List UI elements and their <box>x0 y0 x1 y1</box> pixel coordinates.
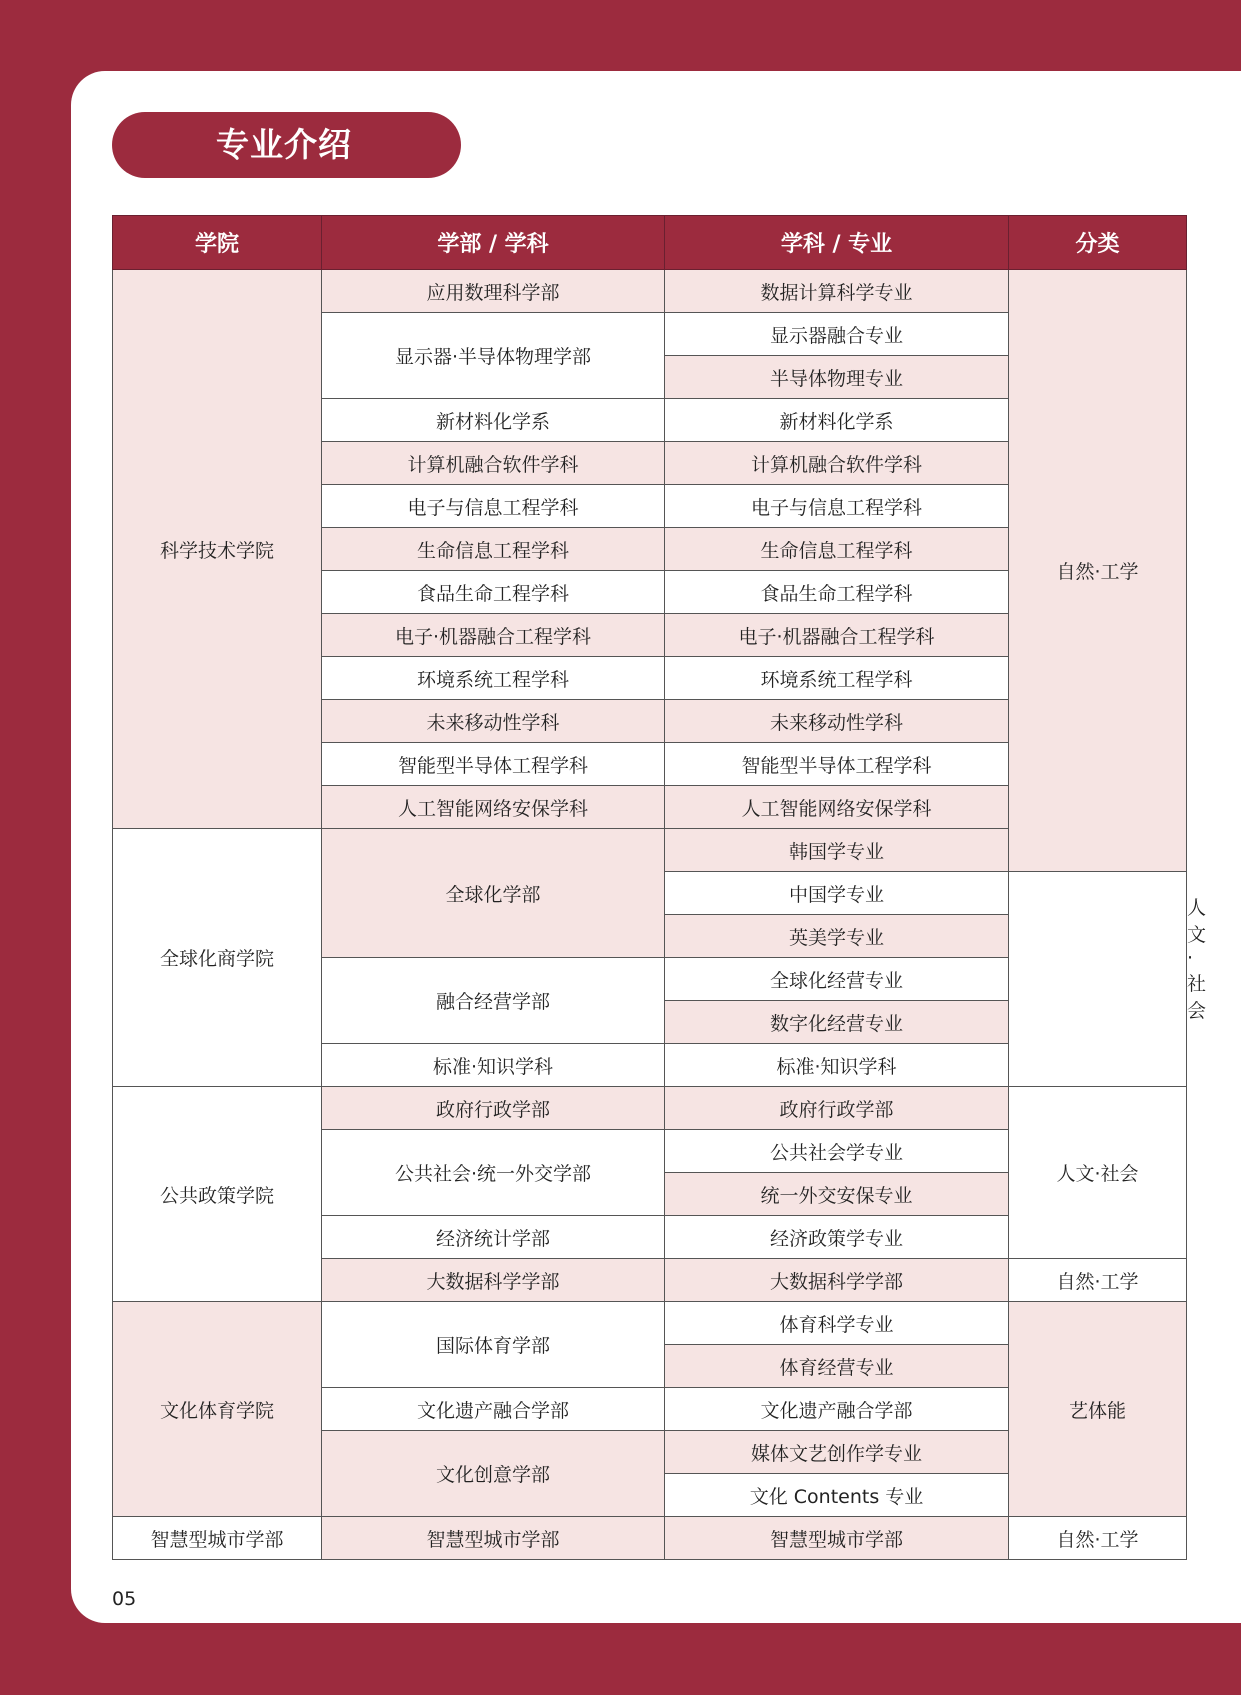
table-header-row <box>113 216 1187 270</box>
department-cell: 标准·知识学科 <box>322 1044 665 1087</box>
category-cell: 自然·工学 <box>1009 1517 1187 1560</box>
page-number: 05 <box>112 1588 137 1610</box>
department-cell: 文化创意学部 <box>322 1431 665 1517</box>
college-cell: 智慧型城市学部 <box>113 1517 322 1560</box>
major-cell: 智能型半导体工程学科 <box>665 743 1009 786</box>
table-row <box>113 1517 1187 1560</box>
major-cell: 韩国学专业 <box>665 829 1009 872</box>
department-cell: 智能型半导体工程学科 <box>322 743 665 786</box>
department-cell: 政府行政学部 <box>322 1087 665 1130</box>
table-row <box>113 1302 1187 1345</box>
major-cell: 数字化经营专业 <box>665 1001 1009 1044</box>
department-cell: 国际体育学部 <box>322 1302 665 1388</box>
major-cell: 文化遗产融合学部 <box>665 1388 1009 1431</box>
table-row <box>113 270 1187 313</box>
major-cell: 计算机融合软件学科 <box>665 442 1009 485</box>
major-cell: 环境系统工程学科 <box>665 657 1009 700</box>
college-cell: 科学技术学院 <box>113 270 322 829</box>
major-cell: 体育经营专业 <box>665 1345 1009 1388</box>
header-major: 学科 / 专业 <box>665 216 1009 270</box>
department-cell: 大数据科学学部 <box>322 1259 665 1302</box>
major-cell: 大数据科学学部 <box>665 1259 1009 1302</box>
college-cell: 公共政策学院 <box>113 1087 322 1302</box>
header-department: 学部 / 学科 <box>322 216 665 270</box>
category-cell: 人文·社会 <box>1009 1087 1187 1259</box>
major-cell: 英美学专业 <box>665 915 1009 958</box>
major-cell: 中国学专业 <box>665 872 1009 915</box>
department-cell: 电子·机器融合工程学科 <box>322 614 665 657</box>
department-cell: 电子与信息工程学科 <box>322 485 665 528</box>
department-cell: 未来移动性学科 <box>322 700 665 743</box>
department-cell: 经济统计学部 <box>322 1216 665 1259</box>
major-cell: 经济政策学专业 <box>665 1216 1009 1259</box>
major-cell: 人工智能网络安保学科 <box>665 786 1009 829</box>
department-cell: 环境系统工程学科 <box>322 657 665 700</box>
table-row <box>113 1087 1187 1130</box>
section-title: 专业介绍 <box>112 112 461 178</box>
major-cell: 新材料化学系 <box>665 399 1009 442</box>
department-cell: 融合经营学部 <box>322 958 665 1044</box>
department-cell: 显示器·半导体物理学部 <box>322 313 665 399</box>
major-cell: 政府行政学部 <box>665 1087 1009 1130</box>
major-cell: 智慧型城市学部 <box>665 1517 1009 1560</box>
category-cell: 艺体能 <box>1009 1302 1187 1517</box>
majors-table <box>112 215 1187 1560</box>
major-cell: 文化 Contents 专业 <box>665 1474 1009 1517</box>
department-cell: 食品生命工程学科 <box>322 571 665 614</box>
department-cell: 生命信息工程学科 <box>322 528 665 571</box>
major-cell: 统一外交安保专业 <box>665 1173 1009 1216</box>
major-cell: 全球化经营专业 <box>665 958 1009 1001</box>
department-cell: 智慧型城市学部 <box>322 1517 665 1560</box>
major-cell: 数据计算科学专业 <box>665 270 1009 313</box>
major-cell: 标准·知识学科 <box>665 1044 1009 1087</box>
department-cell: 人工智能网络安保学科 <box>322 786 665 829</box>
department-cell: 公共社会·统一外交学部 <box>322 1130 665 1216</box>
major-cell: 生命信息工程学科 <box>665 528 1009 571</box>
major-cell: 电子·机器融合工程学科 <box>665 614 1009 657</box>
major-cell: 显示器融合专业 <box>665 313 1009 356</box>
category-cell: 自然·工学 <box>1009 1259 1187 1302</box>
major-cell: 公共社会学专业 <box>665 1130 1009 1173</box>
major-cell: 电子与信息工程学科 <box>665 485 1009 528</box>
header-category: 分类 <box>1009 216 1187 270</box>
header-college: 学院 <box>113 216 322 270</box>
college-cell: 全球化商学院 <box>113 829 322 1087</box>
department-cell: 应用数理科学部 <box>322 270 665 313</box>
department-cell: 全球化学部 <box>322 829 665 958</box>
category-cell: 自然·工学 <box>1009 270 1187 872</box>
major-cell: 半导体物理专业 <box>665 356 1009 399</box>
department-cell: 文化遗产融合学部 <box>322 1388 665 1431</box>
major-cell: 媒体文艺创作学专业 <box>665 1431 1009 1474</box>
department-cell: 计算机融合软件学科 <box>322 442 665 485</box>
department-cell: 新材料化学系 <box>322 399 665 442</box>
college-cell: 文化体育学院 <box>113 1302 322 1517</box>
major-cell: 未来移动性学科 <box>665 700 1009 743</box>
major-cell: 食品生命工程学科 <box>665 571 1009 614</box>
major-cell: 体育科学专业 <box>665 1302 1009 1345</box>
